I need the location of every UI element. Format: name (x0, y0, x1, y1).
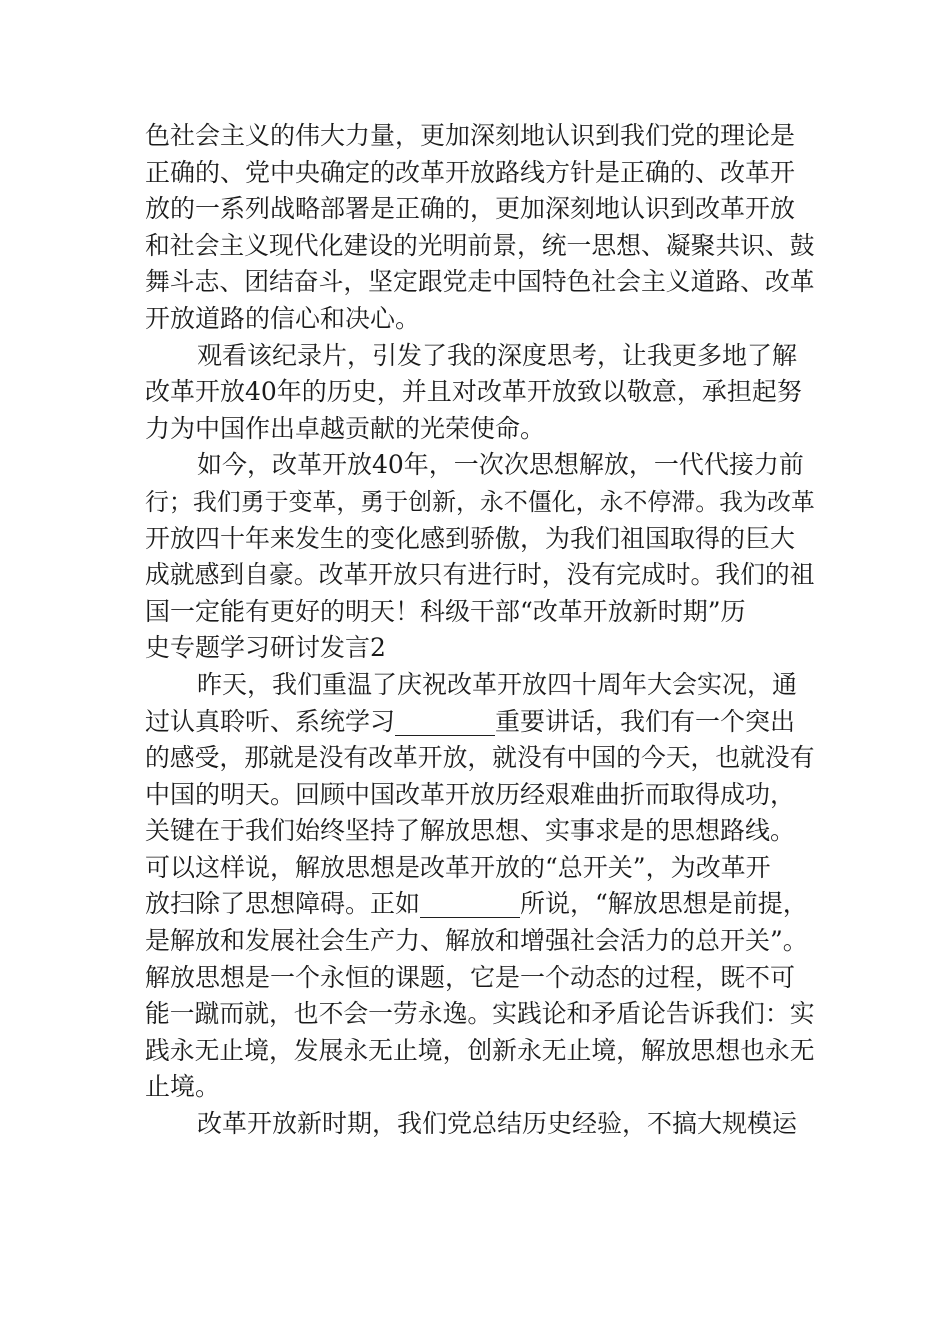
text-line: 色社会主义的伟大力量，更加深刻地认识到我们党的理论是 (145, 121, 796, 150)
text-line: 能一蹴而就，也不会一劳永逸。实践论和矛盾论告诉我们：实 (145, 999, 815, 1029)
text-line: 过认真聆听、系统学习________重要讲话，我们有一个突出 (145, 706, 796, 736)
text-line: 是解放和发展社会生产力、解放和增强社会活力的总开关”。 (145, 926, 808, 956)
text-line: 力为中国作出卓越贡献的光荣使命。 (145, 413, 546, 443)
text-line: 行；我们勇于变革，勇于创新，永不僵化，永不停滞。我为改革 (145, 487, 815, 516)
text-line: 放扫除了思想障碍。正如________所说，“解放思想是前提， (145, 889, 808, 919)
text-line: 史专题学习研讨发言2 (145, 633, 386, 663)
text-line: 可以这样说，解放思想是改革开放的“总开关”，为改革开 (145, 852, 771, 882)
text-line: 改革开放新时期，我们党总结历史经验，不搞大规模运 (197, 1109, 798, 1139)
text-line: 关键在于我们始终坚持了解放思想、实事求是的思想路线。 (145, 816, 796, 846)
text-line: 止境。 (145, 1072, 221, 1102)
text-line: 如今，改革开放40年，一次次思想解放，一代代接力前 (197, 450, 804, 480)
text-line: 国一定能有更好的明天！科级干部“改革开放新时期”历 (145, 596, 746, 626)
text-line: 和社会主义现代化建设的光明前景，统一思想、凝聚共识、鼓 (145, 230, 815, 260)
text-line: 观看该纪录片，引发了我的深度思考，让我更多地了解 (197, 340, 798, 370)
text-line: 的感受，那就是没有改革开放，就没有中国的今天，也就没有 (145, 743, 815, 773)
text-line: 开放四十年来发生的变化感到骄傲，为我们祖国取得的巨大 (145, 523, 796, 553)
text-line: 践永无止境，发展永无止境，创新永无止境，解放思想也永无 (145, 1035, 815, 1065)
text-line: 舞斗志、团结奋斗，坚定跟党走中国特色社会主义道路、改革 (145, 267, 815, 297)
document-body (145, 118, 815, 1143)
text-line: 昨天，我们重温了庆祝改革开放四十周年大会实况，通 (197, 669, 798, 699)
text-line: 正确的、党中央确定的改革开放路线方针是正确的、改革开 (145, 157, 796, 187)
text-line: 成就感到自豪。改革开放只有进行时，没有完成时。我们的祖 (145, 560, 815, 590)
text-line: 放的一系列战略部署是正确的，更加深刻地认识到改革开放 (145, 194, 796, 224)
text-line: 改革开放40年的历史，并且对改革开放致以敬意，承担起努 (145, 377, 802, 407)
text-line: 解放思想是一个永恒的课题，它是一个动态的过程，既不可 (145, 962, 796, 992)
text-line: 开放道路的信心和决心。 (145, 303, 421, 333)
text-line: 中国的明天。回顾中国改革开放历经艰难曲折而取得成功， (145, 779, 796, 809)
